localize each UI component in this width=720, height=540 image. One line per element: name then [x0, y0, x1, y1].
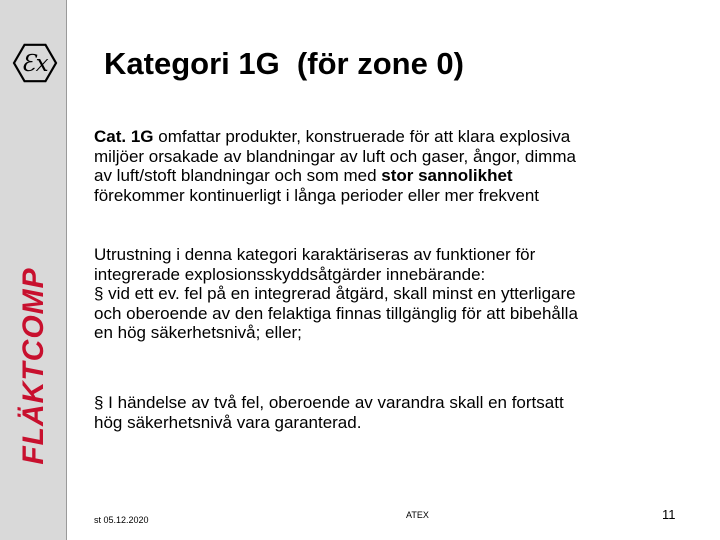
page-number: 11: [662, 507, 676, 522]
ex-hexagon-icon: [0, 28, 70, 98]
paragraph-2-line-2: integrerade explosionsskyddsåtgärder innebärande:: [94, 264, 486, 284]
paragraph-3: [94, 393, 694, 432]
bold-term: Cat. 1G: [94, 127, 154, 146]
paragraph-3-line-2: hög säkerhetsnivå vara garanterad.: [94, 412, 362, 432]
paragraph-1-line-3: av luft/stoft blandningar och som med stor sannolikhet: [94, 166, 513, 185]
paragraph-1-line-1: Cat. 1G omfattar produkter, konstruerade för att klara explosiva: [94, 127, 571, 146]
brand-logo-text: FLÄKTCOMP: [17, 267, 50, 465]
paragraph-2-line-4: och oberoende av den felaktiga finnas tillgänglig för att bibehålla: [94, 303, 578, 323]
paragraph-2-line-5: en hög säkerhetsnivå; eller;: [94, 323, 302, 342]
paragraph-1: [94, 127, 694, 205]
sidebar: [0, 0, 67, 540]
paragraph-1-line-4: förekommer kontinuerligt i långa perioder eller mer frekvent: [94, 185, 540, 205]
paragraph-1-line-2: miljöer orsakade av blandningar av luft och gaser, ångor, dimma: [94, 146, 576, 166]
footer-center-label: ATEX: [406, 510, 429, 520]
bold-phrase: stor sannolikhet: [381, 166, 513, 185]
svg-text:Ɛx: Ɛx: [21, 51, 49, 77]
slide-title: Kategori 1G (för zone 0): [104, 46, 464, 81]
paragraph-2-line-1: Utrustning i denna kategori karaktäriseras av funktioner för: [94, 245, 536, 264]
paragraph-2: [94, 245, 694, 343]
paragraph-2-line-3: § vid ett ev. fel på en integrerad åtgärd, skall minst en ytterligare: [94, 284, 576, 303]
paragraph-3-line-1: § I händelse av två fel, oberoende av varandra skall en fortsatt: [94, 393, 564, 412]
footer-date: st 05.12.2020: [94, 515, 149, 525]
